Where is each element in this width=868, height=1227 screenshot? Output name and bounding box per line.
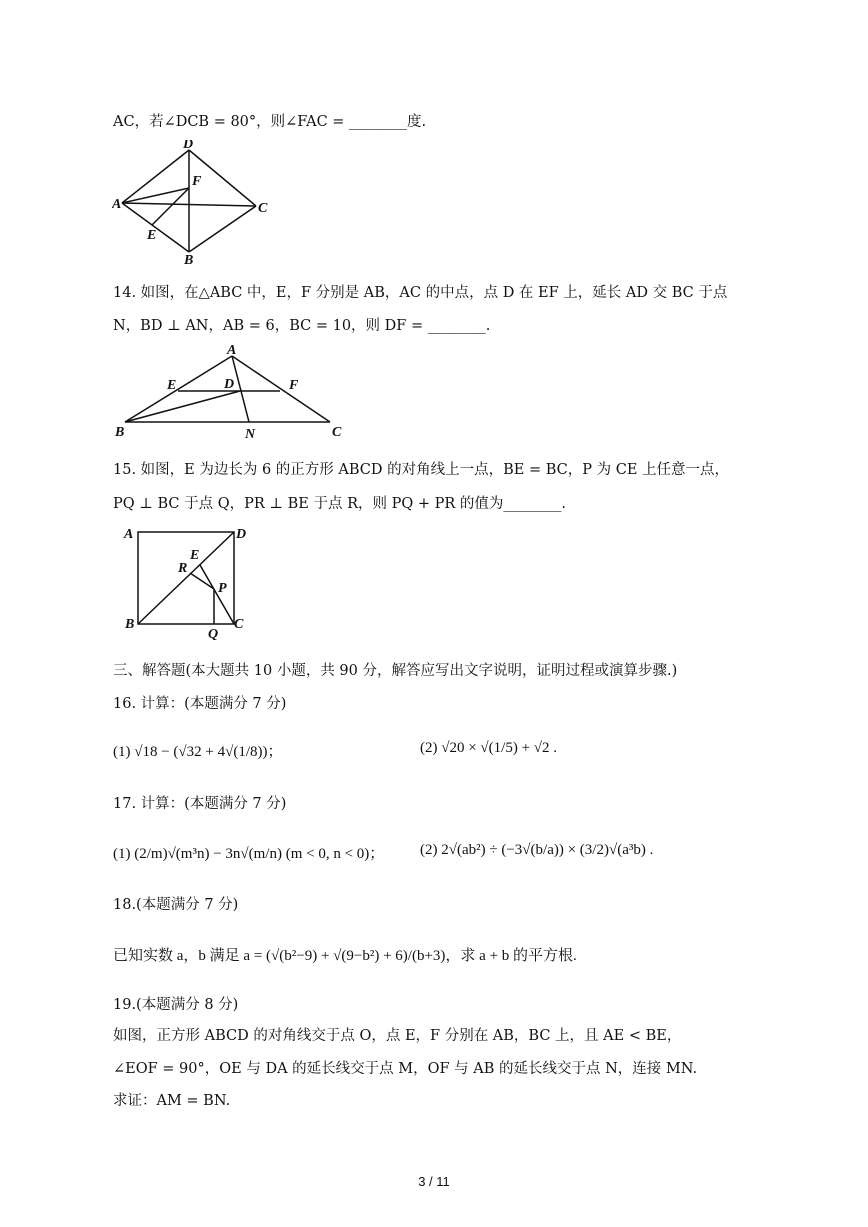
figure-15-svg — [118, 522, 258, 640]
label-p: P — [218, 581, 227, 596]
q17-part2: (2) 2√(ab²) ÷ (−3√(b/a)) × (3/2)√(a³b) . — [420, 842, 654, 858]
figure-13 — [112, 140, 272, 269]
q19-line3: 求证：AM = BN. — [113, 1093, 231, 1109]
label-a: A — [112, 197, 122, 212]
figure-15 — [118, 522, 258, 644]
label-c: C — [258, 201, 268, 216]
label-e: E — [190, 548, 200, 563]
label-c: C — [332, 425, 342, 440]
q17-part1: (1) (2/m)√(m³n) − 3n√(m/n) (m < 0, n < 0)； — [113, 846, 385, 862]
section-3-heading: 三、解答题(本大题共 10 小题，共 90 分，解答应写出文字说明，证明过程或演算步骤.) — [113, 663, 678, 679]
q14-line2: N，BD ⊥ AN，AB = 6，BC = 10，则 DF = ________. — [113, 318, 491, 334]
label-d: D — [224, 377, 235, 392]
figure-13-svg — [112, 140, 272, 265]
q19-line1: 如图，正方形 ABCD 的对角线交于点 O，点 E，F 分别在 AB，BC 上，且 AE < BE， — [113, 1028, 682, 1044]
label-q: Q — [208, 627, 219, 640]
label-b: B — [125, 617, 135, 632]
q15-line1: 15. 如图，E 为边长为 6 的正方形 ABCD 的对角线上一点，BE = BC，P 为 CE 上任意一点， — [113, 462, 730, 478]
q14-line1: 14. 如图，在△ABC 中，E，F 分别是 AB，AC 的中点，点 D 在 EF 上，延长 AD 交 BC 于点 — [113, 285, 728, 301]
q19-line2: ∠EOF = 90°，OE 与 DA 的延长线交于点 M，OF 与 AB 的延长线交于点 N，连接 MN. — [113, 1061, 698, 1077]
q16-part2: (2) √20 × √(1/5) + √2 . — [420, 740, 558, 756]
label-d: D — [236, 527, 247, 542]
label-e: E — [167, 378, 177, 393]
q15-line2: PQ ⊥ BC 于点 Q，PR ⊥ BE 于点 R，则 PQ + PR 的值为________. — [113, 496, 567, 512]
label-d: D — [183, 140, 194, 152]
q19-title: 19.(本题满分 8 分) — [113, 997, 239, 1013]
label-a: A — [227, 343, 237, 358]
label-e: E — [147, 228, 157, 243]
q18-body: 已知实数 a，b 满足 a = (√(b²−9) + √(9−b²) + 6)/(b+3)，求 a + b 的平方根. — [113, 948, 577, 964]
label-c: C — [234, 617, 244, 632]
label-b: B — [115, 425, 125, 440]
label-b: B — [184, 253, 194, 265]
figure-14 — [112, 342, 352, 446]
q17-title: 17. 计算：(本题满分 7 分) — [113, 796, 287, 812]
label-f: F — [192, 174, 202, 189]
q16-part1: (1) √18 − (√32 + 4√(1/8))； — [113, 744, 283, 760]
q16-title: 16. 计算：(本题满分 7 分) — [113, 696, 287, 712]
label-r: R — [178, 561, 188, 576]
label-a: A — [124, 527, 134, 542]
figure-14-svg — [112, 342, 352, 442]
q18-title: 18.(本题满分 7 分) — [113, 897, 239, 913]
page-number: 3 / 11 — [418, 1174, 450, 1189]
q13-text: AC，若∠DCB = 80°，则∠FAC = ________度. — [113, 114, 427, 130]
label-n: N — [245, 427, 256, 442]
label-f: F — [289, 378, 299, 393]
